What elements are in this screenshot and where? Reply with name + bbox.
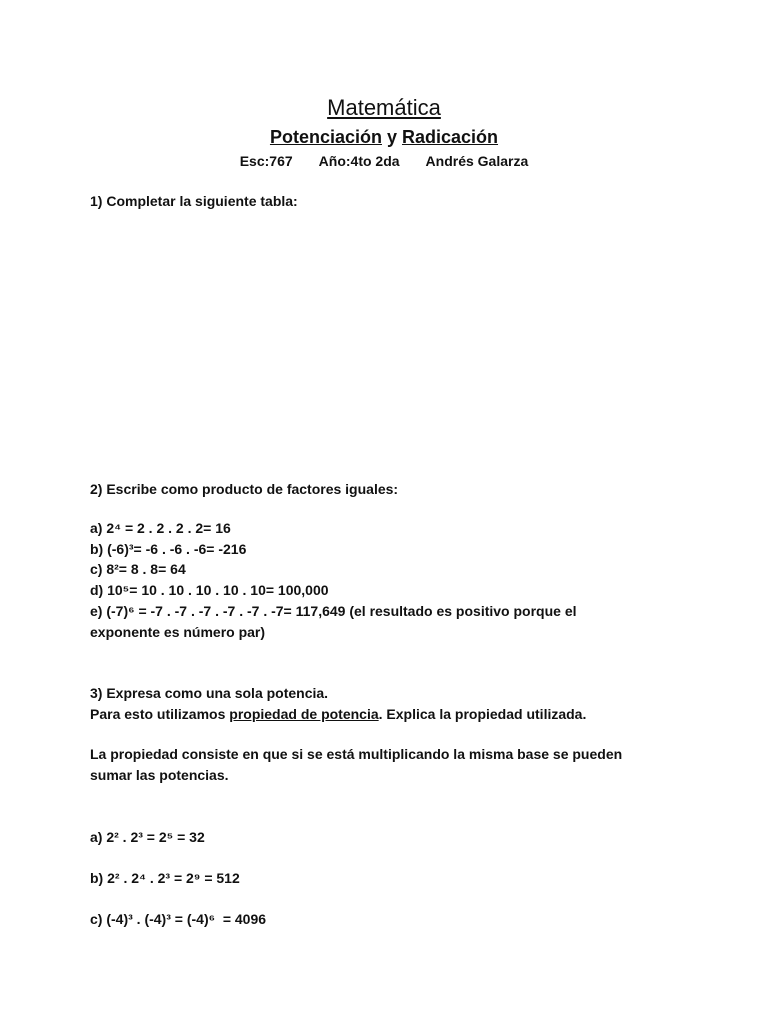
section3-heading: 3) Expresa como una sola potencia. (90, 685, 329, 701)
section3-item-c: c) (-4)³ . (-4)³ = (-4)⁶ = 4096 (90, 911, 267, 927)
instruction-property-link: propiedad de potencia (229, 706, 379, 722)
section3-explanation-line2: sumar las potencias. (90, 767, 229, 783)
year-label: Año:4to 2da (318, 153, 400, 169)
page-title (0, 95, 768, 121)
header-info (0, 152, 768, 170)
section2-item-c: c) 8²= 8 . 8= 64 (90, 561, 186, 577)
instruction-after: . Explica la propiedad utilizada. (378, 706, 587, 722)
page-subtitle (0, 126, 768, 148)
section3-item-a: a) 2² . 2³ = 2⁵ = 32 (90, 829, 205, 845)
section2-item-d: d) 10⁵= 10 . 10 . 10 . 10 . 10= 100,000 (90, 582, 329, 598)
subtitle-potenciacion: Potenciación (269, 127, 382, 147)
section1-heading: 1) Completar la siguiente tabla: (90, 193, 298, 209)
school-label: Esc:767 (239, 153, 293, 169)
section3-explanation-line1: La propiedad consiste en que si se está multiplicando la misma base se pueden (90, 746, 623, 762)
section2-item-e-continued: exponente es número par) (90, 624, 266, 640)
subtitle-radicacion: Radicación (402, 127, 499, 147)
section3-instruction (90, 705, 586, 723)
subtitle-connector: y (381, 127, 402, 147)
section3-item-b: b) 2² . 2⁴ . 2³ = 2⁹ = 512 (90, 870, 240, 886)
section2-item-a: a) 2⁴ = 2 . 2 . 2 . 2= 16 (90, 520, 231, 536)
section2-item-e: e) (-7)⁶ = -7 . -7 . -7 . -7 . -7 . -7= 117,649 (el resultado es positivo porque el (90, 603, 577, 619)
author-label: Andrés Galarza (425, 153, 529, 169)
title-text: Matemática (327, 95, 441, 120)
section2-item-b: b) (-6)³= -6 . -6 . -6= -216 (90, 541, 247, 557)
section2-heading: 2) Escribe como producto de factores iguales: (90, 481, 399, 497)
instruction-before: Para esto utilizamos (90, 706, 230, 722)
